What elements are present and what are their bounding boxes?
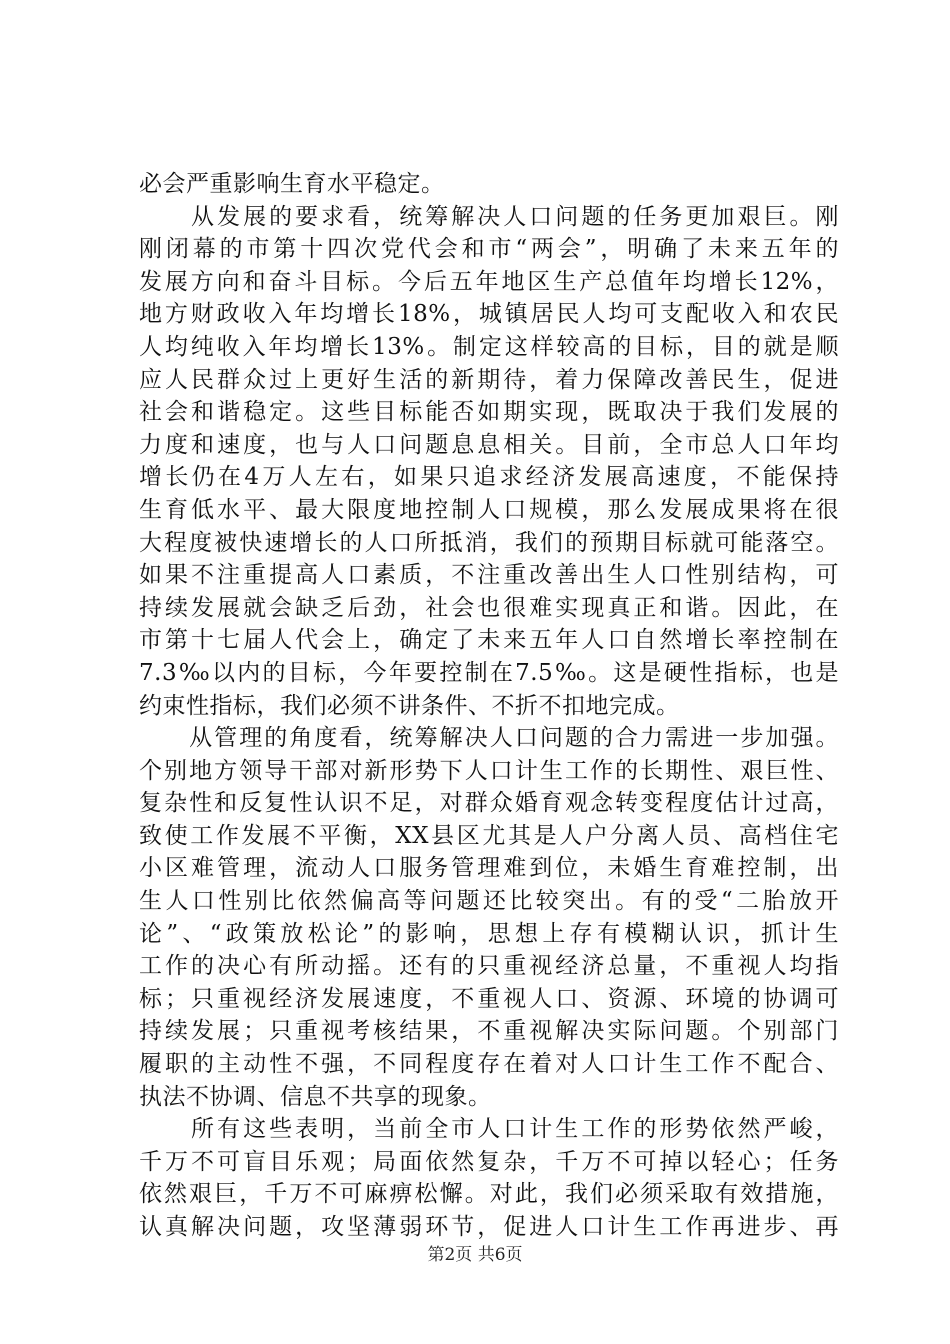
text-line: 认真解决问题，攻坚薄弱环节，促进人口计生工作再进步、再: [139, 1214, 839, 1240]
text-line: 刚闭幕的市第十四次党代会和市“两会”，明确了未来五年的: [139, 236, 839, 263]
text-line: 履职的主动性不强，不同程度存在着对人口计生工作不配合、: [139, 1051, 839, 1078]
text-line: 市第十七届人代会上，确定了未来五年人口自然增长率控制在: [139, 627, 839, 654]
text-line: 依然艰巨，千万不可麻痹松懈。对此，我们必须采取有效措施，: [139, 1181, 839, 1208]
text-line: 生育低水平、最大限度地控制人口规模，那么发展成果将在很: [139, 496, 839, 523]
text-line: 约束性指标，我们必须不讲条件、不折不扣地完成。: [139, 692, 680, 719]
text-line: 论”、“政策放松论”的影响，思想上存有模糊认识，抓计生: [139, 920, 839, 947]
text-line: 增长仍在4万人左右，如果只追求经济发展高速度，不能保持: [139, 464, 839, 491]
text-line: 地方财政收入年均增长18%，城镇居民人均可支配收入和农民: [139, 301, 839, 328]
text-line: 从管理的角度看，统筹解决人口问题的合力需进一步加强。: [139, 725, 839, 752]
text-line: 如果不注重提高人口素质，不注重改善出生人口性别结构，可: [139, 562, 839, 589]
text-line: 从发展的要求看，统筹解决人口问题的任务更加艰巨。刚: [139, 203, 839, 230]
document-body: [139, 168, 839, 1244]
text-line: 工作的决心有所动摇。还有的只重视经济总量，不重视人均指: [139, 953, 839, 980]
text-line: 力度和速度，也与人口问题息息相关。目前，全市总人口年均: [139, 431, 839, 458]
text-line: 复杂性和反复性认识不足，对群众婚育观念转变程度估计过高，: [139, 790, 839, 817]
text-line: 发展方向和奋斗目标。今后五年地区生产总值年均增长12%，: [139, 268, 839, 295]
text-line: 必会严重影响生育水平稳定。: [139, 171, 445, 197]
text-line: 7.3‰以内的目标，今年要控制在7.5‰。这是硬性指标，也是: [139, 659, 839, 686]
text-line: 执法不协调、信息不共享的现象。: [139, 1083, 492, 1110]
text-line: 小区难管理，流动人口服务管理难到位，未婚生育难控制，出: [139, 855, 839, 882]
page-number-footer: 第2页 共6页: [427, 1245, 523, 1265]
text-line: 大程度被快速增长的人口所抵消，我们的预期目标就可能落空。: [139, 529, 839, 556]
text-line: 社会和谐稳定。这些目标能否如期实现，既取决于我们发展的: [139, 399, 839, 426]
text-line: 人均纯收入年均增长13%。制定这样较高的目标，目的就是顺: [139, 333, 839, 360]
text-line: 致使工作发展不平衡，XX县区尤其是人户分离人员、高档住宅: [139, 822, 839, 849]
text-line: 千万不可盲目乐观；局面依然复杂，千万不可掉以轻心；任务: [139, 1148, 839, 1175]
text-line: 持续发展；只重视考核结果，不重视解决实际问题。个别部门: [139, 1018, 839, 1045]
text-line: 持续发展就会缺乏后劲，社会也很难实现真正和谐。因此，在: [139, 594, 839, 621]
text-line: 所有这些表明，当前全市人口计生工作的形势依然严峻，: [139, 1116, 839, 1143]
text-line: 生人口性别比依然偏高等问题还比较突出。有的受“二胎放开: [139, 888, 839, 915]
text-line: 应人民群众过上更好生活的新期待，着力保障改善民生，促进: [139, 366, 839, 393]
text-line: 标；只重视经济发展速度，不重视人口、资源、环境的协调可: [139, 985, 839, 1012]
text-line: 个别地方领导干部对新形势下人口计生工作的长期性、艰巨性、: [139, 757, 839, 784]
